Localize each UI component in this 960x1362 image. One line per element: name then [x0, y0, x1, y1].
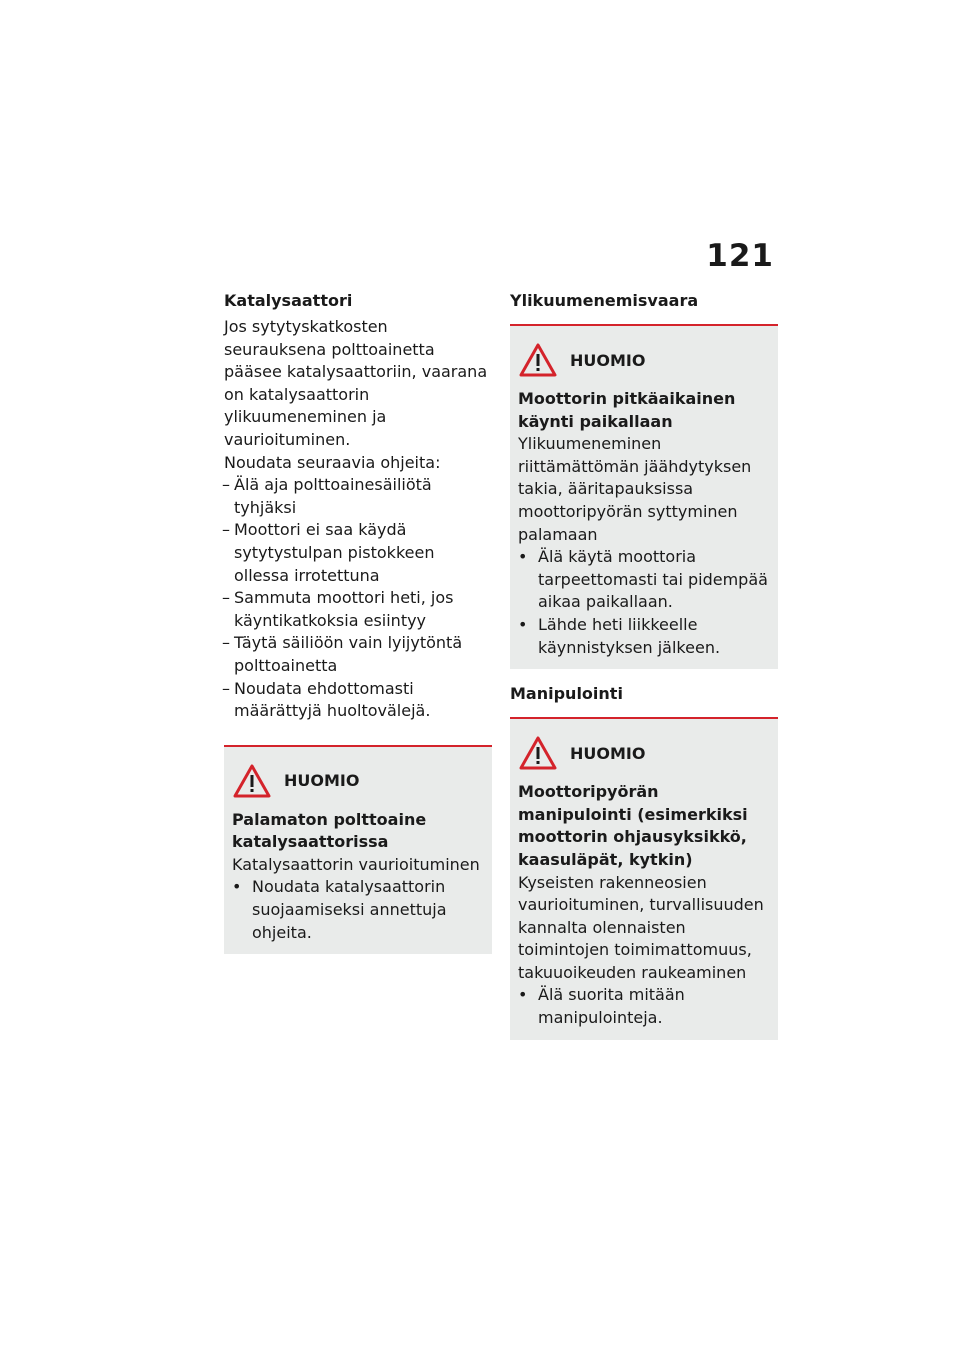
warning-header [232, 759, 484, 803]
warning-label: HUOMIO [570, 743, 646, 763]
list-item: • Älä suorita mitään manipulointeja. [518, 984, 770, 1029]
warning-header [518, 731, 770, 775]
warning-bullets [232, 876, 484, 944]
list-item: – Moottori ei saa käydä sytytystulpan pistokkeen ollessa irrotettuna [224, 519, 492, 587]
warning-triangle-icon [232, 763, 272, 799]
page-number: 121 [706, 238, 774, 274]
warning-triangle-icon [518, 735, 558, 771]
warning-label: HUOMIO [570, 350, 646, 370]
warning-title: Moottorin pitkäaikainen käynti paikallaan [518, 389, 736, 431]
list-item: • Älä käytä moottoria tarpeettomasti tai pidempää aikaa paikallaan. [518, 546, 770, 614]
warning-title: Palamaton polttoaine katalysaattorissa [232, 809, 427, 852]
list-item: – Täytä säiliöön vain lyijytöntä polttoainetta [224, 632, 492, 677]
intro-paragraph: Jos sytytyskatkosten seurauksena polttoainetta pääsee katalysaattoriin, vaarana on katalysaattorin ylikuumeneminen ja vaurioituminen. [224, 317, 488, 449]
section-heading-manipulation: Manipulointi [510, 684, 623, 704]
warning-box-overheating [510, 324, 778, 669]
warning-text: Ylikuumeneminen riittämättömän jäähdytyksen takia, ääritapauksissa moottoripyörän syttyminen palamaan [518, 434, 752, 544]
warning-bullets [518, 984, 770, 1029]
section-heading-overheating: Ylikuumenemisvaara [510, 291, 699, 310]
list-item: – Sammuta moottori heti, jos käyntikatkoksia esiintyy [224, 587, 492, 632]
warning-text: Katalysaattorin vaurioituminen [232, 854, 480, 874]
warning-title: Moottoripyörän manipulointi (esimerkiksi moottorin ohjausyksikkö, kaasuläpät, kytkin) [518, 782, 748, 869]
warning-box-catalyst [224, 745, 492, 955]
list-item: • Lähde heti liikkeelle käynnistyksen jälkeen. [518, 614, 770, 659]
list-item: • Noudata katalysaattorin suojaamiseksi annettuja ohjeita. [232, 876, 484, 944]
section-heading-katalysaattori: Katalysaattori [224, 291, 353, 310]
warning-text: Kyseisten rakenneosien vaurioituminen, turvallisuuden kannalta olennaisten toimintojen toimimattomuus, takuuoikeuden raukeaminen [518, 872, 764, 982]
warning-bullets [518, 546, 770, 659]
list-item: – Noudata ehdottomasti määrättyjä huoltovälejä. [224, 678, 492, 723]
right-column [510, 290, 778, 1040]
left-column [224, 290, 492, 954]
instruction-list [224, 474, 492, 723]
warning-box-manipulation [510, 717, 778, 1040]
warning-header [518, 338, 770, 382]
warning-label: HUOMIO [284, 771, 360, 791]
instructions-lead: Noudata seuraavia ohjeita: [224, 452, 441, 472]
warning-triangle-icon [518, 342, 558, 378]
list-item: – Älä aja polttoainesäiliötä tyhjäksi [224, 474, 492, 519]
